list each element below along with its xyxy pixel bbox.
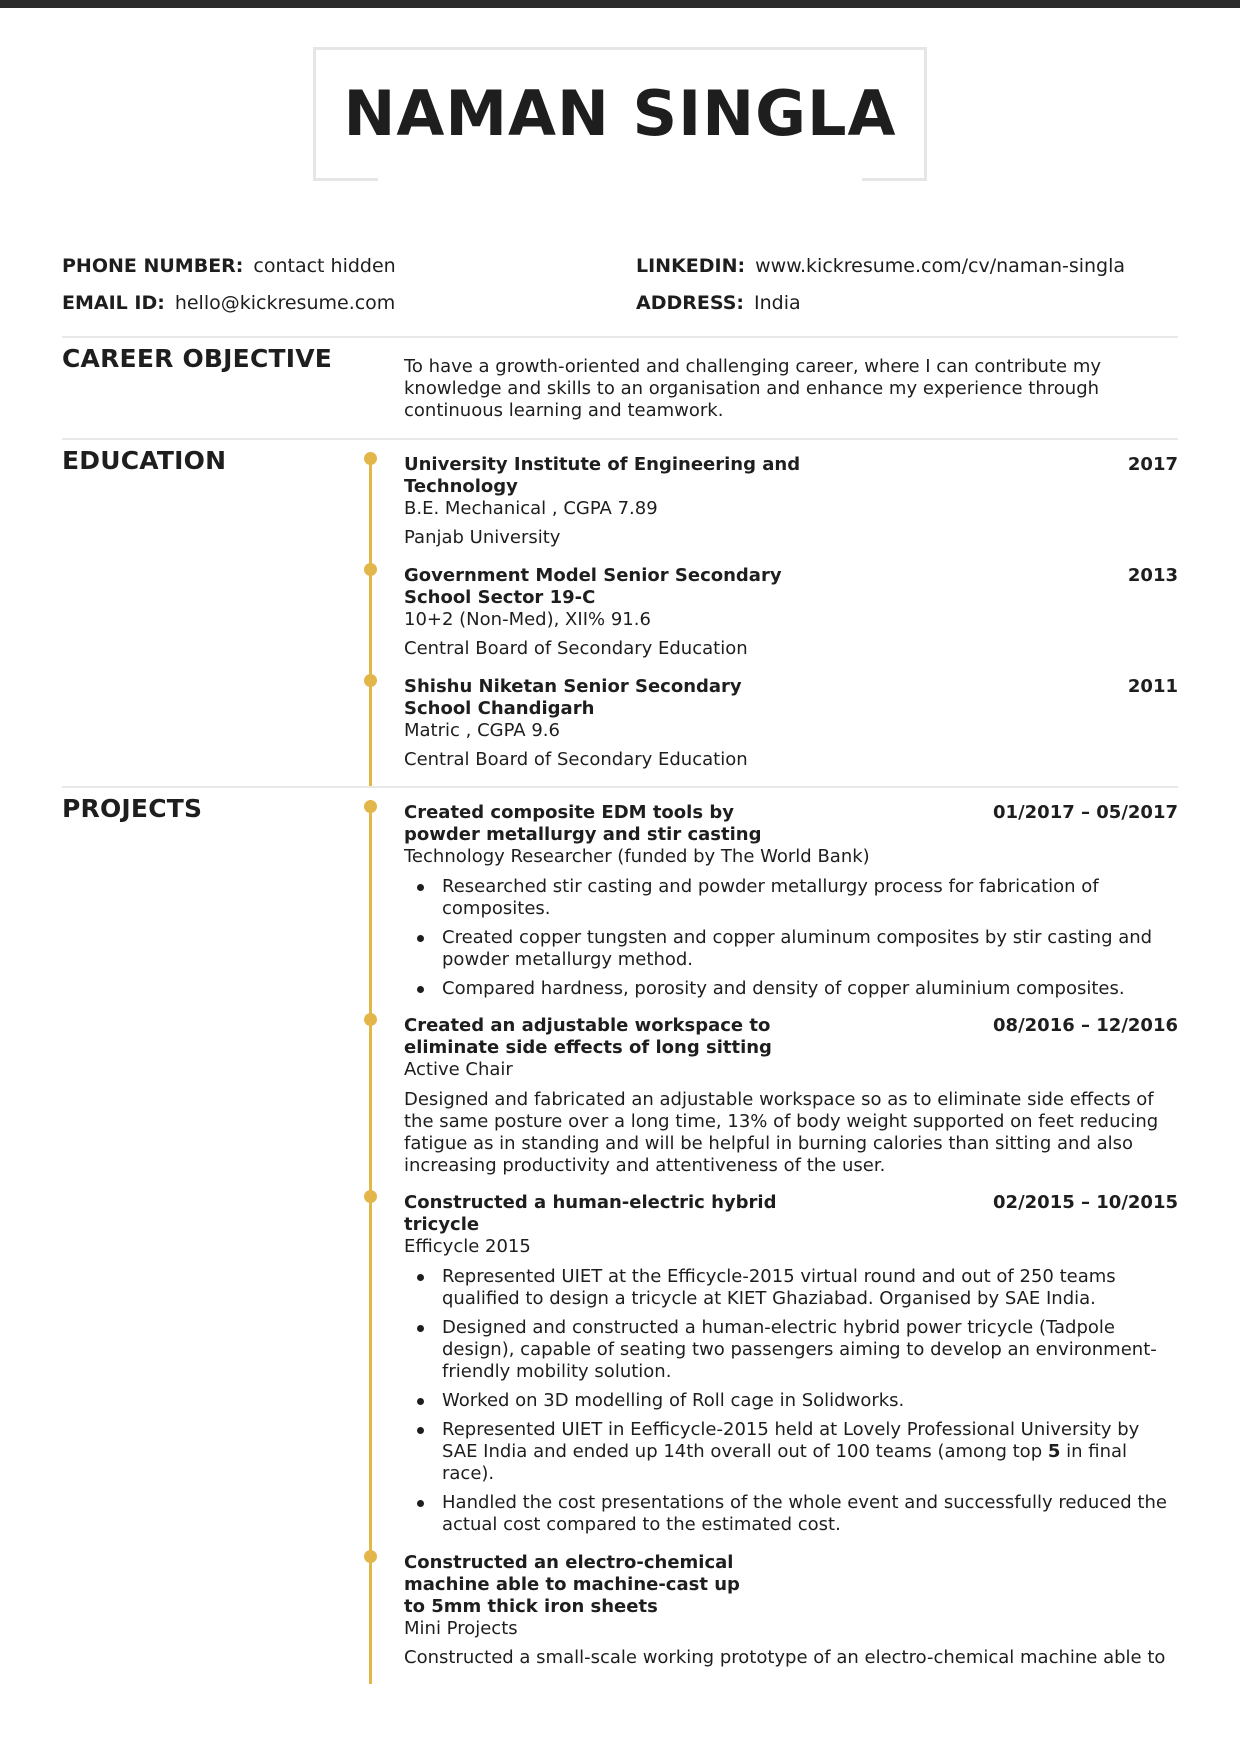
education-2-year: 2013	[1127, 565, 1178, 586]
project-1-subtitle: Technology Researcher (funded by The World Bank)	[404, 846, 870, 867]
education-2-title: Government Model Senior Secondary School Sector 19-C	[404, 565, 782, 608]
list-item: Represented UIET at the Efficycle-2015 virtual round and out of 250 teams qualified to design a tricycle at KIET Ghaziabad. Organised by SAE India.	[404, 1266, 1178, 1310]
candidate-name: NAMAN SINGLA	[343, 76, 897, 150]
name-frame	[313, 47, 927, 181]
timeline-dot	[364, 563, 377, 576]
email-value[interactable]: hello@kickresume.com	[174, 292, 396, 314]
education-timeline	[369, 458, 372, 786]
project-4-description: Constructed a small-scale working prototype of an electro-chemical machine able to	[404, 1647, 1166, 1668]
project-2-date: 08/2016 – 12/2016	[993, 1015, 1178, 1036]
list-item: Created copper tungsten and copper aluminum composites by stir casting and powder metallurgy method.	[404, 927, 1178, 971]
list-item: Represented UIET in Eefficycle-2015 held at Lovely Professional University by SAE India and ended up 14th overall out of 100 teams (among top 5 in final race).	[404, 1419, 1178, 1485]
education-2-degree: 10+2 (Non-Med), XII% 91.6	[404, 609, 651, 630]
education-3-board: Central Board of Secondary Education	[404, 749, 748, 770]
objective-heading: CAREER OBJECTIVE	[62, 344, 333, 373]
education-3-year: 2011	[1127, 676, 1178, 697]
phone-row	[62, 254, 396, 278]
project-2-subtitle: Active Chair	[404, 1059, 513, 1080]
list-item: Researched stir casting and powder metallurgy process for fabrication of composites.	[404, 876, 1178, 920]
education-3-title: Shishu Niketan Senior Secondary School Chandigarh	[404, 676, 742, 719]
list-item: Designed and constructed a human-electric hybrid power tricycle (Tadpole design), capable of seating two passengers aiming to develop an environment-friendly mobility solution.	[404, 1317, 1178, 1383]
email-row	[62, 291, 395, 315]
timeline-dot	[364, 1013, 377, 1026]
timeline-dot	[364, 1190, 377, 1203]
project-4-subtitle: Mini Projects	[404, 1618, 518, 1639]
education-1-title: University Institute of Engineering and Technology	[404, 454, 801, 497]
project-1-title: Created composite EDM tools by powder metallurgy and stir casting	[404, 802, 762, 845]
phone-label: PHONE NUMBER:	[62, 255, 244, 277]
address-row	[636, 291, 801, 315]
address-value: India	[753, 292, 801, 314]
email-label: EMAIL ID:	[62, 292, 165, 314]
address-label: ADDRESS:	[636, 292, 744, 314]
timeline-dot	[364, 800, 377, 813]
project-4-title: Constructed an electro-chemical machine able to machine-cast up to 5mm thick iron sheets	[404, 1552, 740, 1617]
phone-value: contact hidden	[253, 255, 396, 277]
timeline-dot	[364, 452, 377, 465]
education-heading: EDUCATION	[62, 446, 227, 475]
list-item: Compared hardness, porosity and density of copper aluminium composites.	[404, 978, 1178, 1000]
divider-contact	[62, 336, 1178, 338]
project-2-description: Designed and fabricated an adjustable workspace so as to eliminate side effects of the same posture over a long time, 13% of body weight supported on feet reducing fatigue as in standing and will be helpful in burning calories than sitting and also increasing productivity and attentiveness of the user.	[404, 1089, 1159, 1176]
project-3-title: Constructed a human-electric hybrid tricycle	[404, 1192, 777, 1235]
project-1-bullets	[404, 876, 1178, 1007]
education-2-board: Central Board of Secondary Education	[404, 638, 748, 659]
education-3-degree: Matric , CGPA 9.6	[404, 720, 560, 741]
project-3-date: 02/2015 – 10/2015	[993, 1192, 1178, 1213]
divider-education	[62, 786, 1178, 788]
project-1-date: 01/2017 – 05/2017	[993, 802, 1178, 823]
project-2-title: Created an adjustable workspace to eliminate side effects of long sitting	[404, 1015, 772, 1058]
top-bar	[0, 0, 1240, 8]
objective-text: To have a growth-oriented and challenging career, where I can contribute my knowledge and skills to an organisation and enhance my experience through continuous learning and teamwork.	[404, 356, 1101, 421]
timeline-dot	[364, 1550, 377, 1563]
timeline-dot	[364, 674, 377, 687]
linkedin-value[interactable]: www.kickresume.com/cv/naman-singla	[755, 255, 1126, 277]
linkedin-row	[636, 254, 1125, 278]
education-1-board: Panjab University	[404, 527, 561, 548]
project-3-subtitle: Efficycle 2015	[404, 1236, 531, 1257]
project-3-bullets	[404, 1266, 1178, 1543]
education-1-degree: B.E. Mechanical , CGPA 7.89	[404, 498, 658, 519]
linkedin-label: LINKEDIN:	[636, 255, 746, 277]
education-1-year: 2017	[1127, 454, 1178, 475]
projects-heading: PROJECTS	[62, 794, 203, 823]
list-item: Handled the cost presentations of the whole event and successfully reduced the actual cost compared to the estimated cost.	[404, 1492, 1178, 1536]
divider-objective	[62, 438, 1178, 440]
list-item: Worked on 3D modelling of Roll cage in Solidworks.	[404, 1390, 1178, 1412]
